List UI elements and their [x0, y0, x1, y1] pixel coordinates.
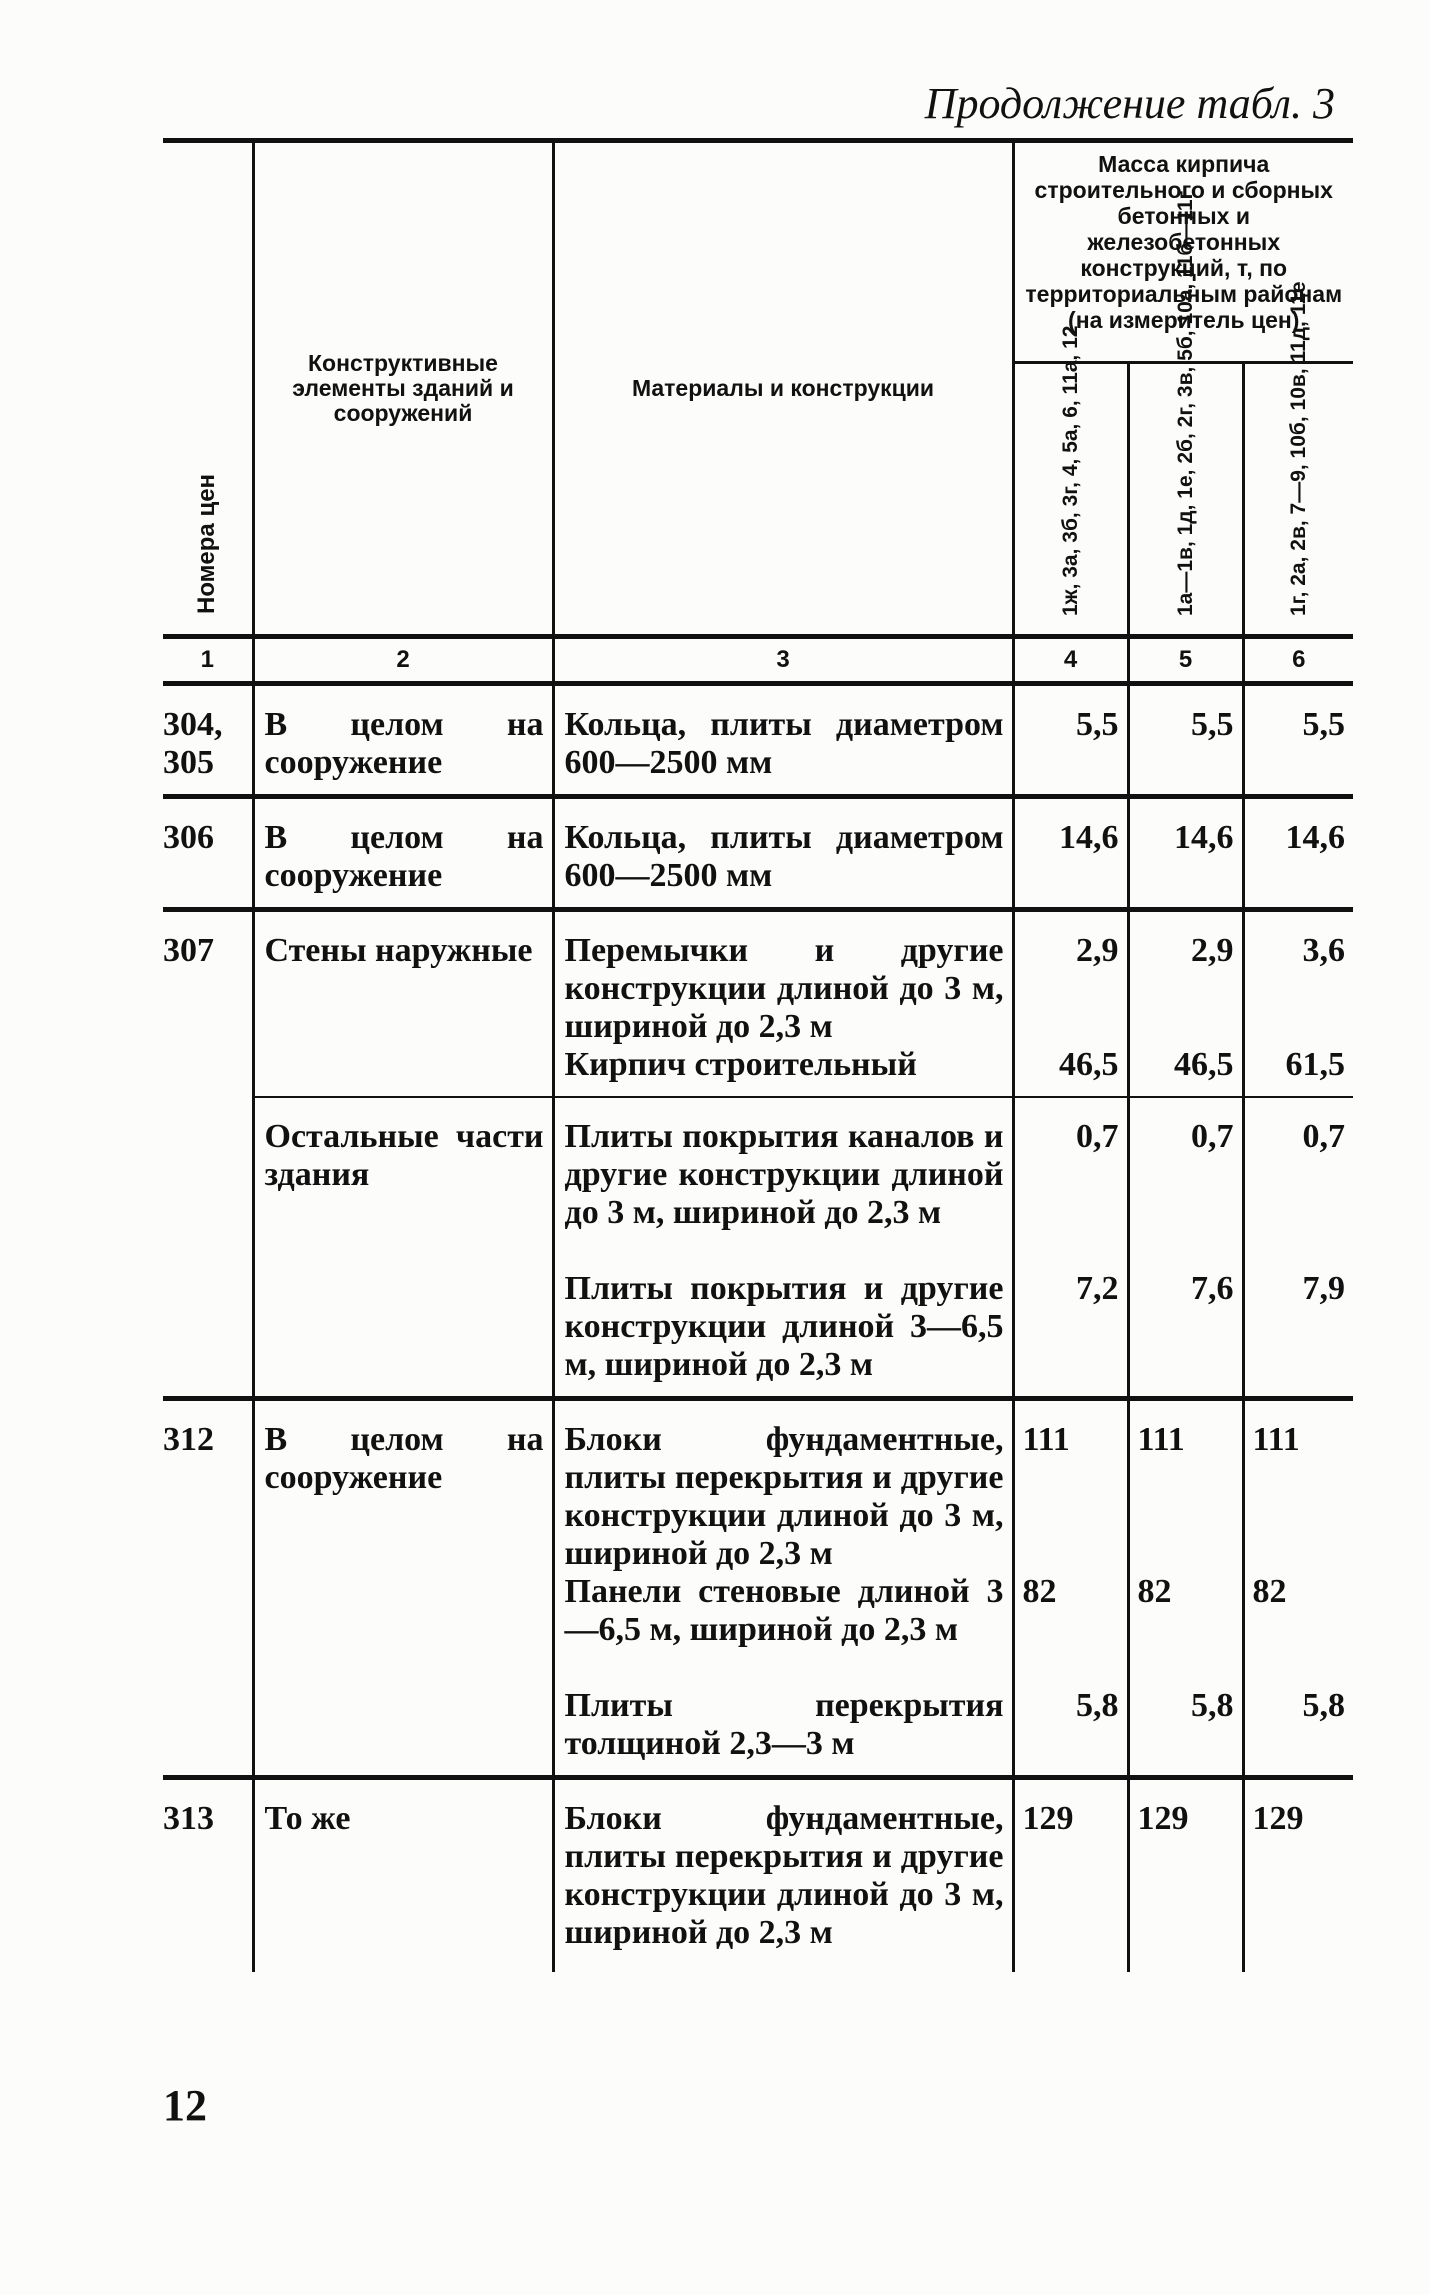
- material-cell: [553, 910, 1013, 1098]
- mass-value: 5,5: [1191, 706, 1234, 743]
- table-row: [163, 684, 1353, 797]
- mass-value: 111: [1137, 1421, 1185, 1458]
- price-code: [163, 1097, 253, 1399]
- mass-value: 14,6: [1174, 819, 1234, 856]
- material-entry: Панели стеновые длиной 3—6,5 м, шириной до 2,3 м: [564, 1573, 1004, 1648]
- value-cell: [1243, 1097, 1353, 1399]
- element-cell: Остальные части здания: [253, 1097, 553, 1399]
- material-entry: Кольца, плиты диаметром 600—2500 мм: [564, 706, 1004, 781]
- header-price-number: Номера цен: [163, 141, 253, 637]
- page-number: 12: [163, 2081, 207, 2130]
- value-cell: [1013, 684, 1128, 797]
- mass-value: 7,2: [1076, 1270, 1119, 1307]
- mass-value: 0,7: [1076, 1118, 1119, 1155]
- mass-value: 111: [1252, 1421, 1300, 1458]
- mass-value: 3,6: [1302, 932, 1346, 969]
- mass-value: 61,5: [1285, 1046, 1346, 1083]
- value-cell: [1128, 910, 1243, 1098]
- material-cell: [553, 1778, 1013, 1973]
- table-continuation-caption: Продолжение табл. 3: [924, 79, 1335, 128]
- element-cell: В целом на сооружение: [253, 684, 553, 797]
- mass-value: 82: [1022, 1573, 1057, 1610]
- mass-value: 14,6: [1285, 819, 1346, 856]
- mass-value: 14,6: [1059, 819, 1119, 856]
- material-entry: Блоки фундаментные, плиты перекрытия и другие конструкции длиной до 3 м, шириной до 2,3 м: [564, 1800, 1004, 1951]
- material-entry: Плиты покрытия каналов и другие конструкции длиной до 3 м, шириной до 2,3 м: [564, 1118, 1004, 1231]
- material-cell: [553, 797, 1013, 910]
- material-entry: Плиты покрытия и другие конструкции длиной 3—6,5 м, шириной до 2,3 м: [564, 1270, 1004, 1383]
- column-number: 6: [1243, 637, 1353, 684]
- value-cell: [1128, 1097, 1243, 1399]
- table-row: [163, 1097, 1353, 1399]
- mass-value: 5,8: [1076, 1687, 1119, 1724]
- header-mass-group: Масса кирпича строительного и сборных бетонных и железобетонных конструкций, т, по территориальным районам (на измеритель цен): [1013, 141, 1353, 363]
- column-number: 3: [553, 637, 1013, 684]
- price-code: 313: [163, 1778, 253, 1973]
- mass-value: 0,7: [1302, 1118, 1346, 1155]
- element-cell: Стены наружные: [253, 910, 553, 1098]
- value-cell: [1013, 1097, 1128, 1399]
- value-cell: [1243, 910, 1353, 1098]
- mass-value: 46,5: [1059, 1046, 1119, 1083]
- table-row: [163, 797, 1353, 910]
- material-entry: Кирпич строительный: [564, 1046, 917, 1083]
- column-number: 5: [1128, 637, 1243, 684]
- material-entry: Перемычки и другие конструкции длиной до 3 м, шириной до 2,3 м: [564, 932, 1004, 1045]
- column-number: 4: [1013, 637, 1128, 684]
- element-cell: То же: [253, 1778, 553, 1973]
- value-cell: [1013, 797, 1128, 910]
- mass-value: 5,5: [1076, 706, 1119, 743]
- mass-value: 2,9: [1076, 932, 1119, 969]
- material-entry: Кольца, плиты диаметром 600—2500 мм: [564, 819, 1004, 894]
- header-region-6: 1г, 2а, 2в, 7—9, 10б, 10в, 11д, 11е: [1243, 363, 1353, 637]
- value-cell: [1243, 1778, 1353, 1973]
- mass-value: 7,9: [1302, 1270, 1346, 1307]
- value-cell: [1013, 1399, 1128, 1778]
- price-code: 307: [163, 910, 253, 1098]
- price-code: 312: [163, 1399, 253, 1778]
- mass-value: 2,9: [1191, 932, 1234, 969]
- table-row: [163, 1399, 1353, 1778]
- mass-value: 82: [1137, 1573, 1172, 1610]
- material-entry: Плиты перекрытия толщиной 2,3—3 м: [564, 1687, 1004, 1762]
- header-element: Конструктивные элементы зданий и сооружений: [253, 141, 553, 637]
- mass-value: 129: [1252, 1800, 1304, 1837]
- element-cell: В целом на сооружение: [253, 797, 553, 910]
- mass-value: 111: [1022, 1421, 1070, 1458]
- value-cell: [1128, 797, 1243, 910]
- header-material: Материалы и конструкции: [553, 141, 1013, 637]
- value-cell: [1128, 1778, 1243, 1973]
- mass-value: 129: [1137, 1800, 1189, 1837]
- material-cell: [553, 1097, 1013, 1399]
- table-row: [163, 910, 1353, 1098]
- mass-value: 5,8: [1191, 1687, 1234, 1724]
- header-region-4: 1ж, 3а, 3б, 3г, 4, 5а, 6, 11а, 12: [1013, 363, 1128, 637]
- value-cell: [1013, 910, 1128, 1098]
- table-row: [163, 1778, 1353, 1973]
- value-cell: [1243, 684, 1353, 797]
- value-cell: [1013, 1778, 1128, 1973]
- value-cell: [1128, 1399, 1243, 1778]
- column-number: 2: [253, 637, 553, 684]
- material-cell: [553, 1399, 1013, 1778]
- mass-value: 5,8: [1302, 1687, 1346, 1724]
- header-region-5: 1а—1в, 1д, 1е, 2б, 2г, 3в, 5б, 10а, 11б—11г: [1128, 363, 1243, 637]
- mass-value: 129: [1022, 1800, 1074, 1837]
- value-cell: [1128, 684, 1243, 797]
- material-cell: [553, 684, 1013, 797]
- material-entry: Блоки фундаментные, плиты перекрытия и другие конструкции длиной до 3 м, шириной до 2,3 м: [564, 1421, 1004, 1572]
- price-code: 306: [163, 797, 253, 910]
- value-cell: [1243, 797, 1353, 910]
- price-table: [163, 138, 1353, 1972]
- mass-value: 5,5: [1302, 706, 1346, 743]
- element-cell: В целом на сооружение: [253, 1399, 553, 1778]
- value-cell: [1243, 1399, 1353, 1778]
- mass-value: 82: [1252, 1573, 1287, 1610]
- mass-value: 0,7: [1191, 1118, 1234, 1155]
- mass-value: 46,5: [1174, 1046, 1234, 1083]
- column-number: 1: [163, 637, 253, 684]
- column-number-row: [163, 637, 1353, 684]
- mass-value: 7,6: [1191, 1270, 1234, 1307]
- price-code: 304, 305: [163, 706, 223, 781]
